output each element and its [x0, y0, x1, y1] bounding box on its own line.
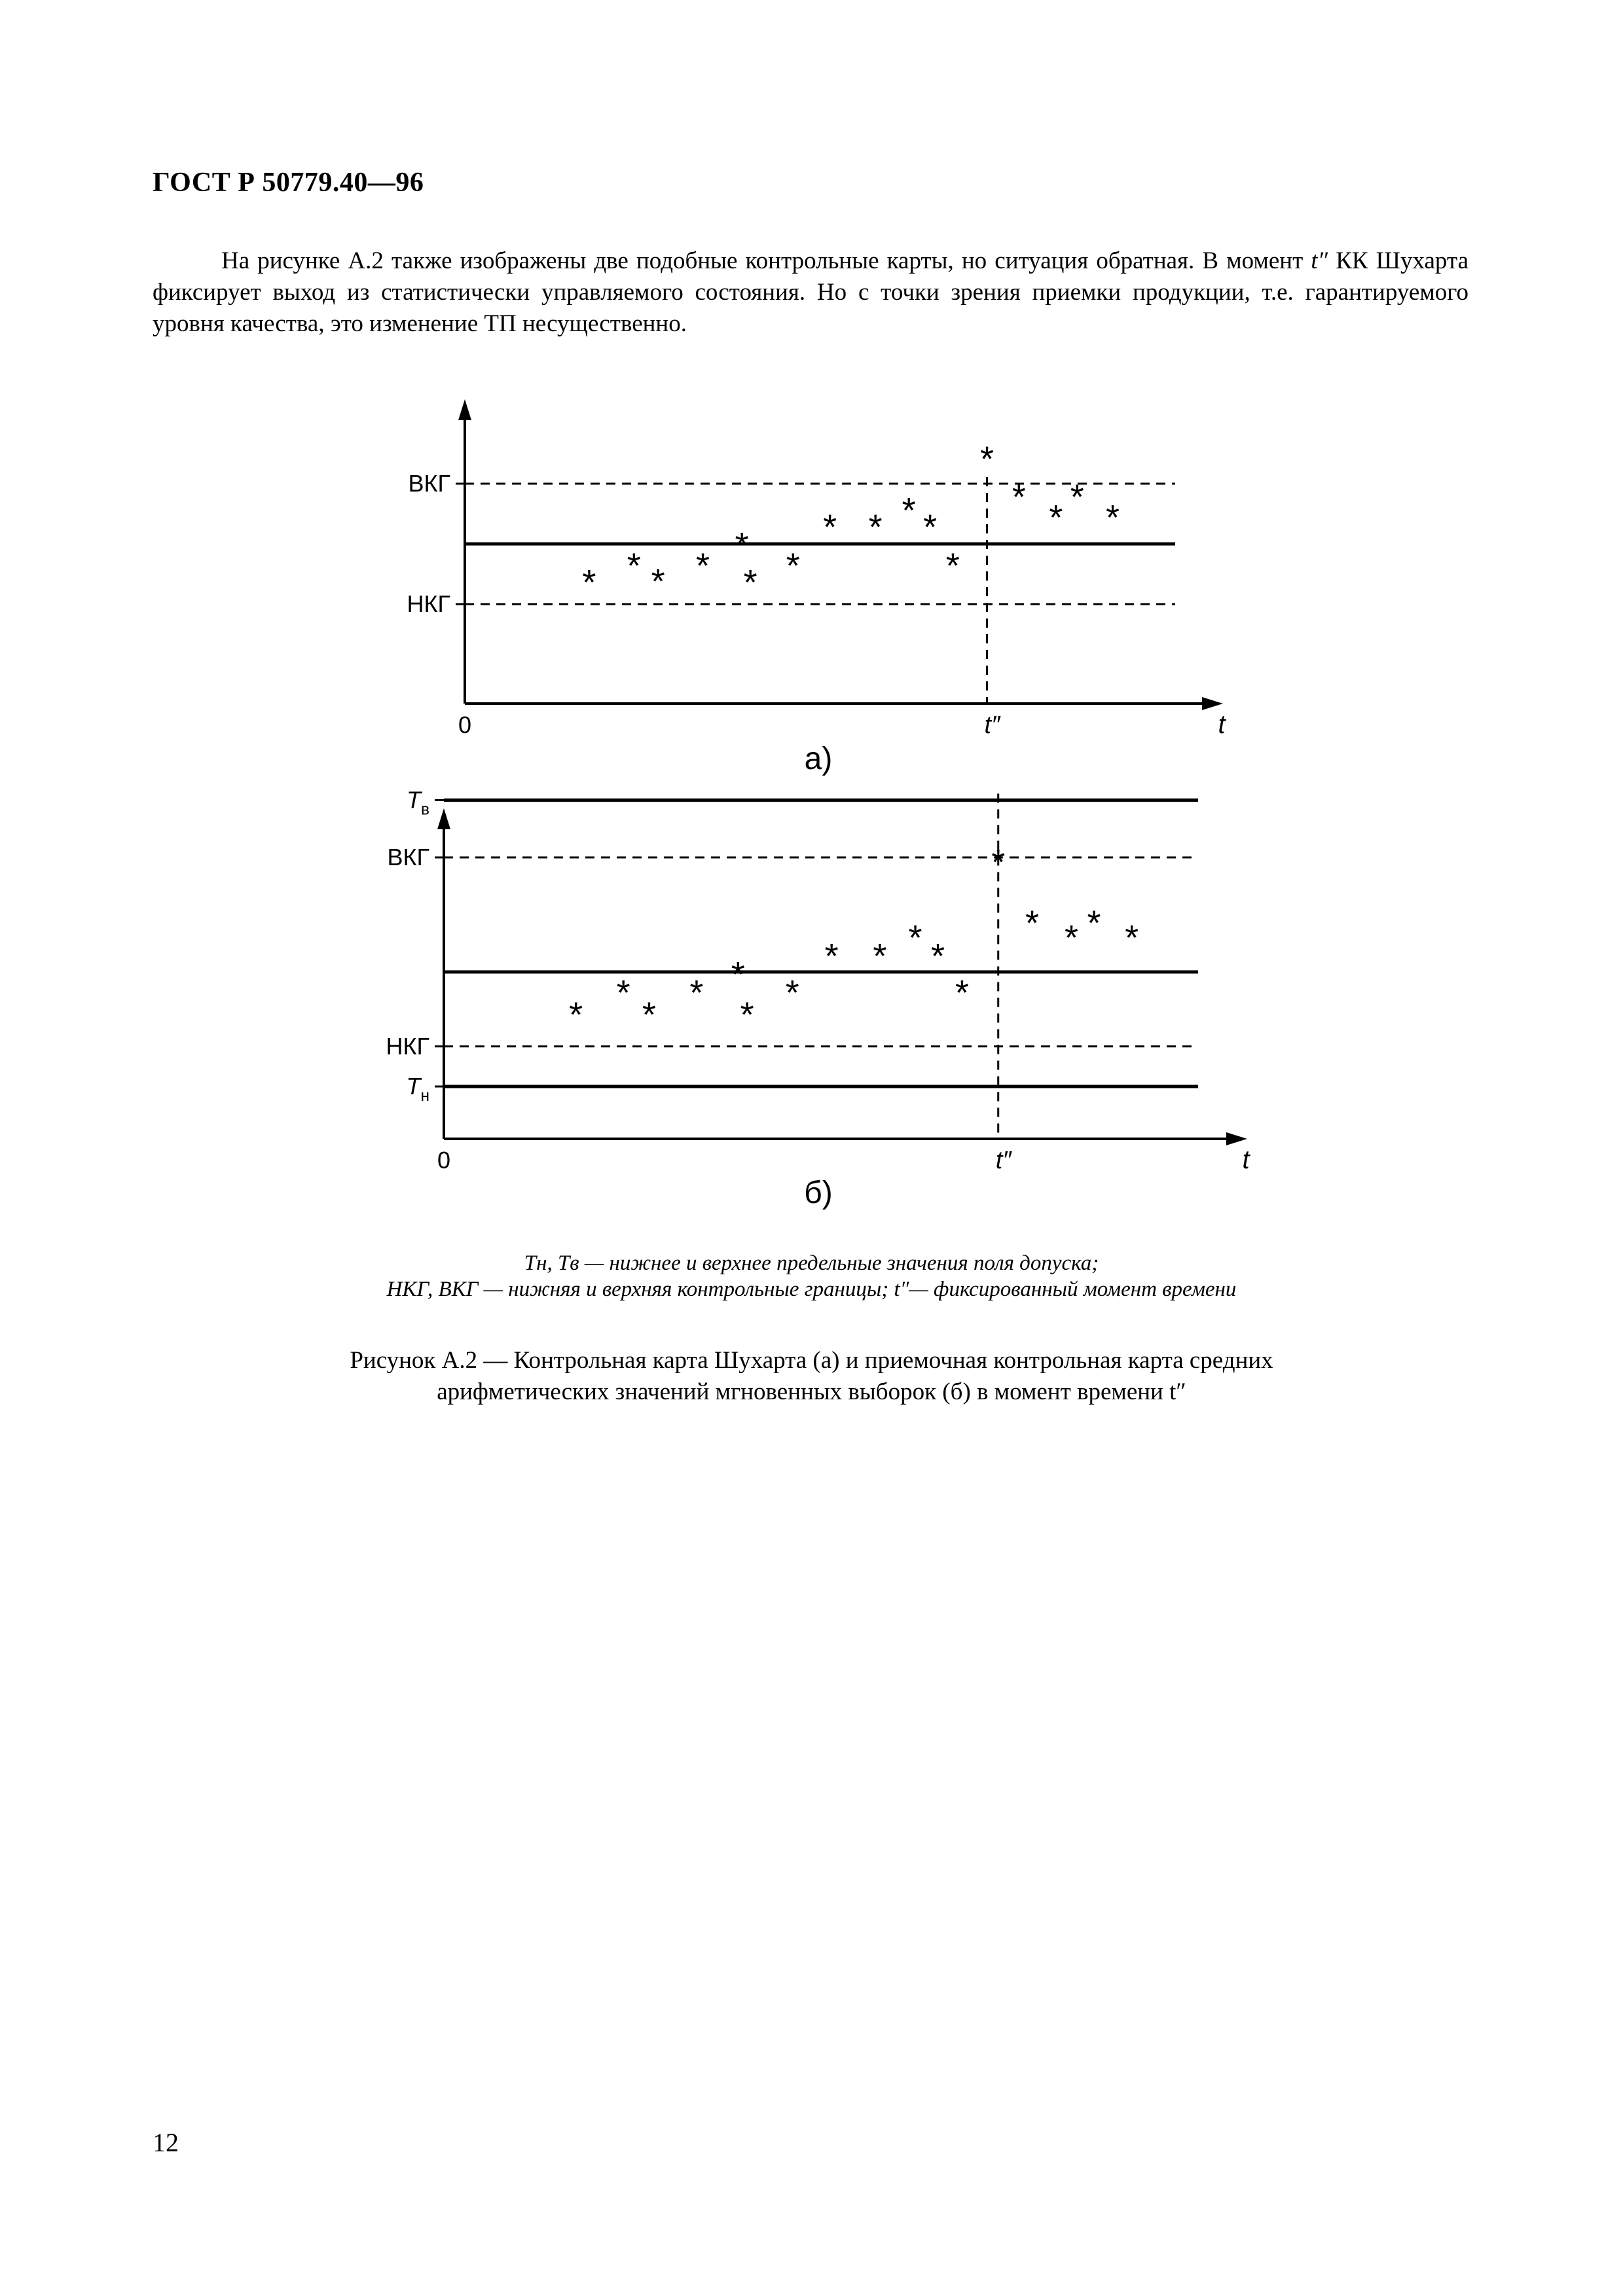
chart-a-point-11: *	[945, 546, 960, 586]
chart-b-origin-label: 0	[437, 1147, 451, 1174]
chart-a-panel-label: а)	[804, 742, 833, 776]
figure-caption	[0, 1345, 1623, 1408]
chart-b-point-7: *	[824, 937, 839, 976]
page-number: 12	[153, 2128, 179, 2157]
chart-a-point-16: *	[1106, 497, 1120, 537]
chart-b-y-arrow	[437, 808, 450, 829]
chart-b-label-1: ВКГ	[387, 844, 429, 870]
chart-b-point-3: *	[689, 973, 704, 1013]
caption-line-2: арифметических значений мгновенных выборок (б) в момент времени t″	[437, 1378, 1186, 1405]
chart-a-point-6: *	[786, 546, 800, 586]
chart-b-point-12: *	[991, 842, 1006, 882]
chart-a-origin-label: 0	[458, 711, 472, 738]
legend-line-1	[0, 1250, 1623, 1276]
chart-b-point-4: *	[731, 955, 745, 994]
chart-a-point-7: *	[823, 507, 837, 547]
chart-b-point-5: *	[740, 995, 754, 1035]
chart-b-point-6: *	[785, 973, 799, 1013]
chart-a-x-label: t	[1218, 710, 1226, 739]
chart-b-point-10: *	[931, 937, 945, 976]
legend-line-2	[0, 1276, 1623, 1302]
chart-a-point-13: *	[1012, 477, 1026, 517]
chart-a-point-0: *	[582, 563, 596, 603]
chart-b-moment-label: t″	[995, 1147, 1012, 1174]
legend-line-1-text: Tн, Tв — нижнее и верхнее предельные значения поля допуска;	[524, 1251, 1099, 1275]
chart-a-point-5: *	[743, 563, 757, 603]
chart-b-label-3: НКГ	[386, 1032, 429, 1060]
chart-b-point-16: *	[1125, 918, 1139, 958]
chart-b-x-arrow	[1226, 1132, 1247, 1145]
chart-a-point-4: *	[735, 526, 749, 565]
chart-b-point-0: *	[569, 995, 583, 1035]
chart-a-label-0: ВКГ	[408, 470, 450, 497]
chart-a-point-9: *	[902, 490, 916, 530]
chart-a-label-2: НКГ	[407, 590, 450, 617]
caption-line-1: Рисунок А.2 — Контрольная карта Шухарта (а) и приемочная контрольная карта средних	[350, 1347, 1273, 1374]
chart-b-point-15: *	[1087, 903, 1101, 943]
chart-b-point-8: *	[873, 937, 887, 976]
chart-a-moment-label: t″	[984, 711, 1000, 739]
figure-legend	[0, 1250, 1623, 1302]
chart-b-point-11: *	[955, 973, 969, 1013]
chart-a-x-arrow	[1202, 697, 1223, 710]
document-header: ГОСТ Р 50779.40—96	[153, 168, 424, 198]
chart-a-point-10: *	[923, 507, 938, 547]
chart-b-panel-label: б)	[804, 1175, 833, 1210]
chart-a-y-arrow	[458, 399, 471, 420]
chart-b-point-2: *	[642, 995, 656, 1035]
chart-b-point-14: *	[1064, 918, 1078, 958]
paragraph-text-2: КК Шухарта фиксирует выход из статистически управляемого состояния. Но с точки зрения приемки продукции, т.е. гарантируемого уровня качества, это изменение ТП несущественно.	[153, 247, 1468, 337]
chart-b-x-label: t	[1242, 1145, 1250, 1174]
chart-b-label-4: $T_н$	[406, 1073, 429, 1105]
chart-a-point-14: *	[1049, 497, 1063, 537]
chart-a-point-1: *	[627, 546, 641, 586]
chart-a-point-3: *	[695, 546, 710, 586]
chart-b-point-13: *	[1025, 903, 1040, 943]
chart-b-point-9: *	[908, 918, 922, 958]
chart-a-point-8: *	[868, 507, 883, 547]
chart-a-point-15: *	[1070, 477, 1084, 517]
paragraph-text-1: На рисунке А.2 также изображены две подобные контрольные карты, но ситуация обратная. В момент	[221, 247, 1311, 274]
chart-b-label-0: $T_в$	[407, 786, 429, 819]
chart-a-point-2: *	[651, 562, 665, 601]
paragraph-moment: t″	[1311, 247, 1328, 274]
chart-a-point-12: *	[979, 439, 994, 479]
legend-line-2-text: НКГ, ВКГ — нижняя и верхняя контрольные границы; t″— фиксированный момент времени	[386, 1278, 1237, 1301]
chart-b-point-1: *	[616, 973, 630, 1013]
